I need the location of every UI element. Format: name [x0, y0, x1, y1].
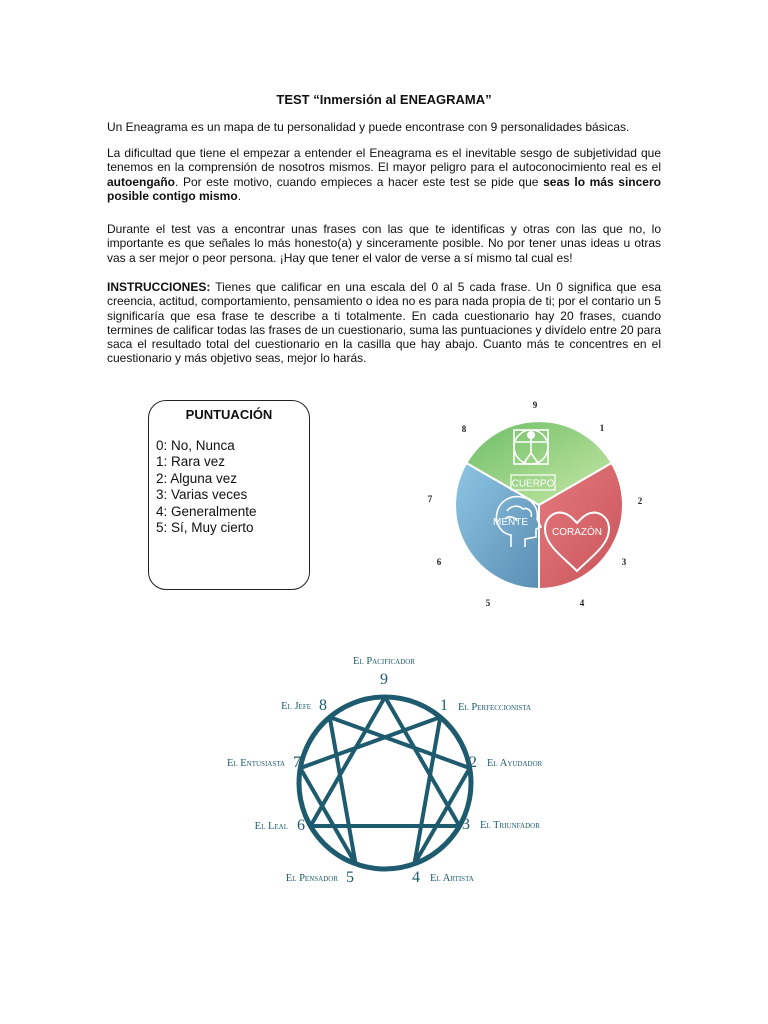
p2-text-1: La dificultad que tiene el empezar a entender el Eneagrama es el inevitable sesgo de subjetividad que tenemos en la comprensión de nosotros mismos. El mayor peligro para el autoconocimiento real es el — [107, 146, 661, 175]
type-number: 4 — [412, 869, 420, 886]
type-name: El Triunfador — [480, 820, 540, 831]
score-item: 5: Sí, Muy cierto — [156, 520, 254, 536]
type-name: El Leal — [254, 821, 288, 832]
intro-paragraph: Un Eneagrama es un mapa de tu personalidad y puede encontrase con 9 personalidades básicas. — [107, 120, 630, 134]
type-name: El Entusiasta — [226, 758, 285, 769]
type-number: 5 — [346, 869, 354, 886]
wheel-number: 1 — [599, 423, 605, 433]
mind-label: MENTE — [493, 517, 528, 528]
instructions-text: Tienes que calificar en una escala del 0 al 5 cada frase. Un 0 significa que esa creencia, actitud, comportamiento, pensamiento o idea no es para nada propia de ti; por el contario un 5 significaría que esa frase te describe a ti totalmente. En cada cuestionario hay 20 frases, cuando termines de calificar todas las frases de un cuestionario, suma las puntuaciones y divídelo entre 20 para saca el resultado total del cuestionario en la casilla que hay abajo. Cuanto más te concentres en el cuestionario y más objetivo seas, mejor lo harás. — [107, 280, 661, 366]
type-name: El Pensador — [285, 873, 338, 884]
type-number: 7 — [293, 754, 301, 771]
score-heading: PUNTUACIÓN — [185, 407, 273, 422]
wheel-number: 4 — [579, 598, 585, 608]
wheel-number: 2 — [637, 496, 643, 506]
score-list — [156, 438, 309, 536]
type-name: El Perfeccionista — [458, 702, 532, 713]
enneagram-circle — [299, 697, 471, 869]
score-item: 1: Rara vez — [156, 454, 226, 470]
score-item: 2: Alguna vez — [156, 470, 238, 486]
instructions-label: INSTRUCCIONES: — [107, 280, 211, 294]
score-item: 3: Varias veces — [156, 487, 248, 503]
heart-label: CORAZÓN — [552, 527, 602, 538]
type-number: 6 — [297, 817, 305, 834]
test-paragraph: Durante el test vas a encontrar unas frases con las que te identificas y otras con las que no, lo importante es que señales lo más honesto(a) y sinceramente posible. No por tener unas ideas u otras vas a ser mejor o peor persona. ¡Hay que tener el valor de verse a sí mismo tal cual es! — [107, 222, 661, 265]
type-number: 2 — [469, 754, 477, 771]
type-number: 8 — [319, 697, 327, 714]
difficulty-paragraph — [107, 146, 661, 203]
type-name: El Ayudador — [487, 758, 543, 769]
p2-bold-2: seas lo más sincero posible contigo mismo — [107, 174, 661, 203]
wheel-number: 3 — [621, 557, 627, 567]
wheel-number: 8 — [461, 424, 467, 434]
type-number: 3 — [462, 816, 470, 833]
type-number: 1 — [440, 697, 448, 714]
score-box — [148, 400, 310, 590]
score-item: 0: No, Nunca — [156, 438, 235, 453]
wheel-number: 6 — [436, 557, 442, 567]
wheel-number: 9 — [532, 400, 538, 410]
p2-bold-1: autoengaño — [107, 174, 175, 189]
p2-text-2: . Por este motivo, cuando empieces a hacer este test se pide que — [175, 174, 544, 189]
centers-wheel — [415, 395, 665, 617]
type-name: El Artista — [430, 873, 474, 884]
type-name: El Jefe — [281, 701, 311, 712]
document-title: TEST “Inmersión al ENEAGRAMA” — [276, 92, 492, 107]
wheel-number: 5 — [485, 598, 491, 608]
body-label: CUERPO — [511, 478, 555, 490]
p2-text-3: . — [237, 188, 242, 203]
enneagram-shapes — [299, 697, 471, 869]
score-item: 4: Generalmente — [156, 503, 257, 519]
type-name: El Pacificador — [353, 656, 415, 667]
enneagram-figure — [205, 648, 565, 893]
type-number: 9 — [380, 671, 388, 688]
wheel-number: 7 — [427, 494, 433, 504]
instructions-paragraph — [107, 280, 661, 366]
